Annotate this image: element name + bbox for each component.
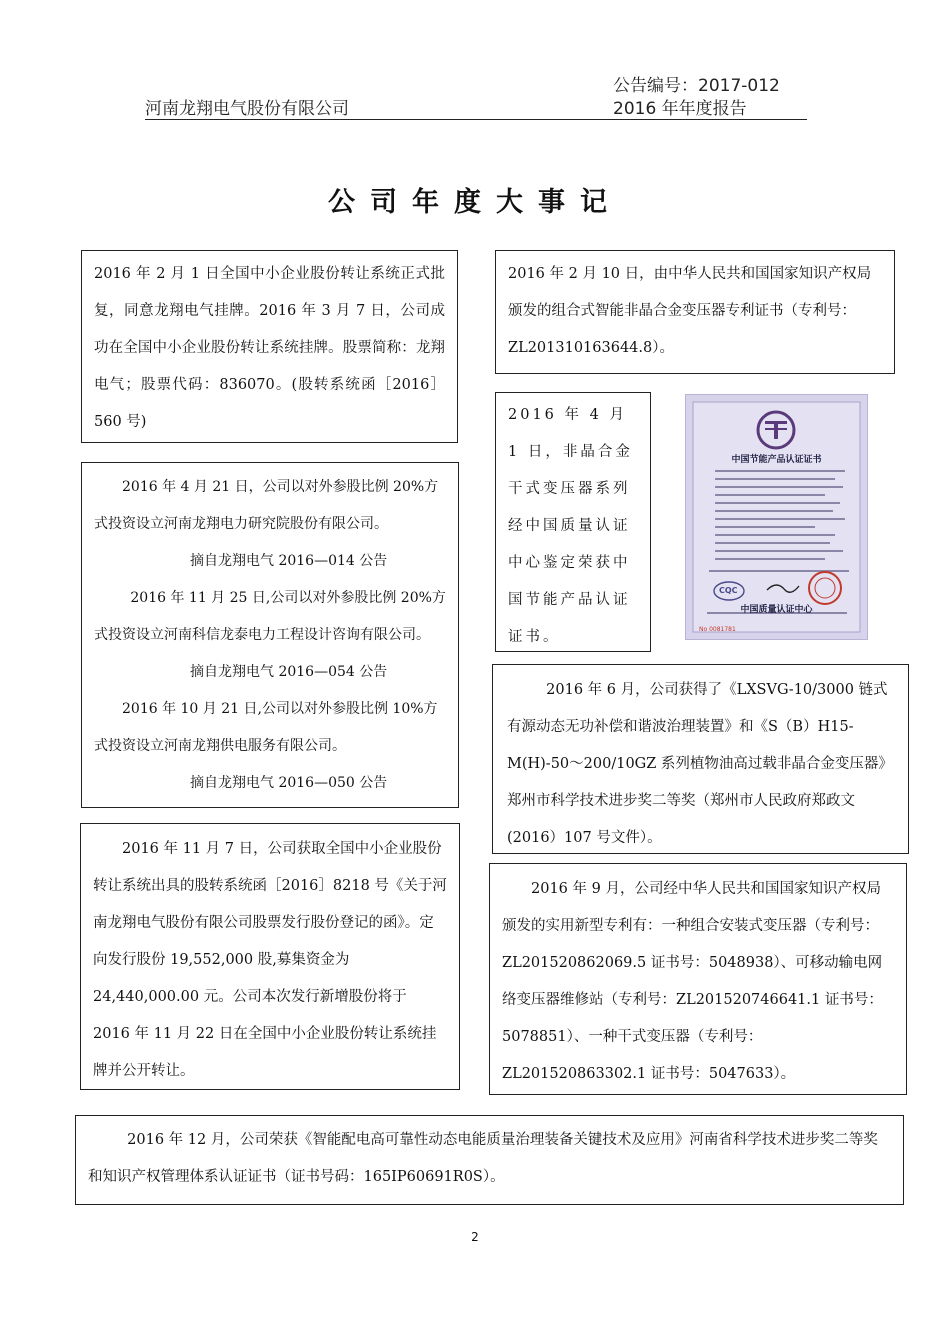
event-box-share-issuance: [80, 823, 460, 1090]
event-text: 2016 年 4 月 21 日，公司以对外参股比例 20%方式投资设立河南龙翔电力研究院股份有限公司。: [94, 479, 439, 532]
report-name: 2016 年年度报告: [613, 99, 747, 119]
cqc-logo: CQC: [719, 586, 738, 595]
event-text: 2016 年 2 月 10 日，由中华人民共和国国家知识产权局颁发的组合式智能非晶合金变压器专利证书（专利号：ZL201310163644.8）。: [508, 266, 872, 356]
certificate-issuer: 中国质量认证中心: [740, 605, 813, 615]
event-box-patents-2: [489, 863, 907, 1095]
event-box-science-award: [492, 664, 909, 854]
event-text: 2016 年 11 月 25 日,公司以对外参股比例 20%方式投资设立河南科信龙泰电力工程设计咨询有限公司。: [94, 590, 446, 643]
certificate-image: [685, 394, 868, 640]
event-text: 2016 年 4 月 1 日，非晶合金干式变压器系列经中国质量认证中心鉴定荣获中国节能产品认证证书。: [508, 407, 633, 645]
company-name: 河南龙翔电气股份有限公司: [145, 99, 349, 119]
page-title: 公司年度大事记: [328, 187, 622, 218]
header-divider: [145, 119, 807, 120]
event-box-patent-1: [495, 250, 895, 374]
event-source: 摘自龙翔电气 2016—014 公告: [190, 553, 388, 569]
event-text: 2016 年 11 月 7 日，公司获取全国中小企业股份转让系统出具的股转系统函［2016］8218 号《关于河南龙翔电气股份有限公司股票发行股份登记的函》。定向发行股份 19,552,000 股,募集资金为 24,440,000.00 元。公司本次发行新增股份将于 2016 年 11 月 22 日在全国中小企业股份转让系统挂牌并公开转让。: [93, 841, 447, 1079]
certificate-heading: 中国节能产品认证证书: [731, 455, 822, 465]
event-box-investments: [81, 462, 459, 808]
event-text: 2016 年 12 月，公司荣获《智能配电高可靠性动态电能质量治理装备关键技术及应用》河南省科学技术进步奖二等奖和知识产权管理体系认证证书（证书号码：165IP60691R0S）。: [88, 1132, 878, 1185]
event-source: 摘自龙翔电气 2016—050 公告: [190, 775, 388, 791]
certificate-serial: No 0081781: [699, 626, 736, 633]
event-text: 2016 年 10 月 21 日,公司以对外参股比例 10%方式投资设立河南龙翔供电服务有限公司。: [94, 701, 438, 754]
event-text: 2016 年 6 月，公司获得了《LXSVG-10/3000 链式有源动态无功补偿和谐波治理装置》和《S（B）H15-M(H)-50～200/10GZ 系列植物油高过载非晶合金变压器》郑州市科学技术进步奖二等奖（郑州市人民政府郑政文(2016）107 号文件）。: [507, 682, 893, 846]
event-box-provincial-award: [75, 1115, 904, 1205]
notice-number: 公告编号：2017-012: [613, 76, 780, 96]
event-box-energy-cert: [495, 392, 651, 652]
event-box-listing: [81, 250, 458, 443]
event-text: 2016 年 2 月 1 日全国中小企业股份转让系统正式批复，同意龙翔电气挂牌。2016 年 3 月 7 日，公司成功在全国中小企业股份转让系统挂牌。股票简称：龙翔电气；股票代码：836070。(股转系统函［2016］560 号): [94, 266, 445, 430]
event-source: 摘自龙翔电气 2016—054 公告: [190, 664, 388, 680]
page-number: 2: [471, 1230, 479, 1244]
event-text: 2016 年 9 月，公司经中华人民共和国国家知识产权局颁发的实用新型专利有：一种组合安装式变压器（专利号：ZL201520862069.5 证书号：5048938）、可移动输电网络变压器维修站（专利号：ZL201520746641.1 证书号：5078851）、一种干式变压器（专利号：ZL201520863302.1 证书号：5047633）。: [502, 881, 883, 1082]
